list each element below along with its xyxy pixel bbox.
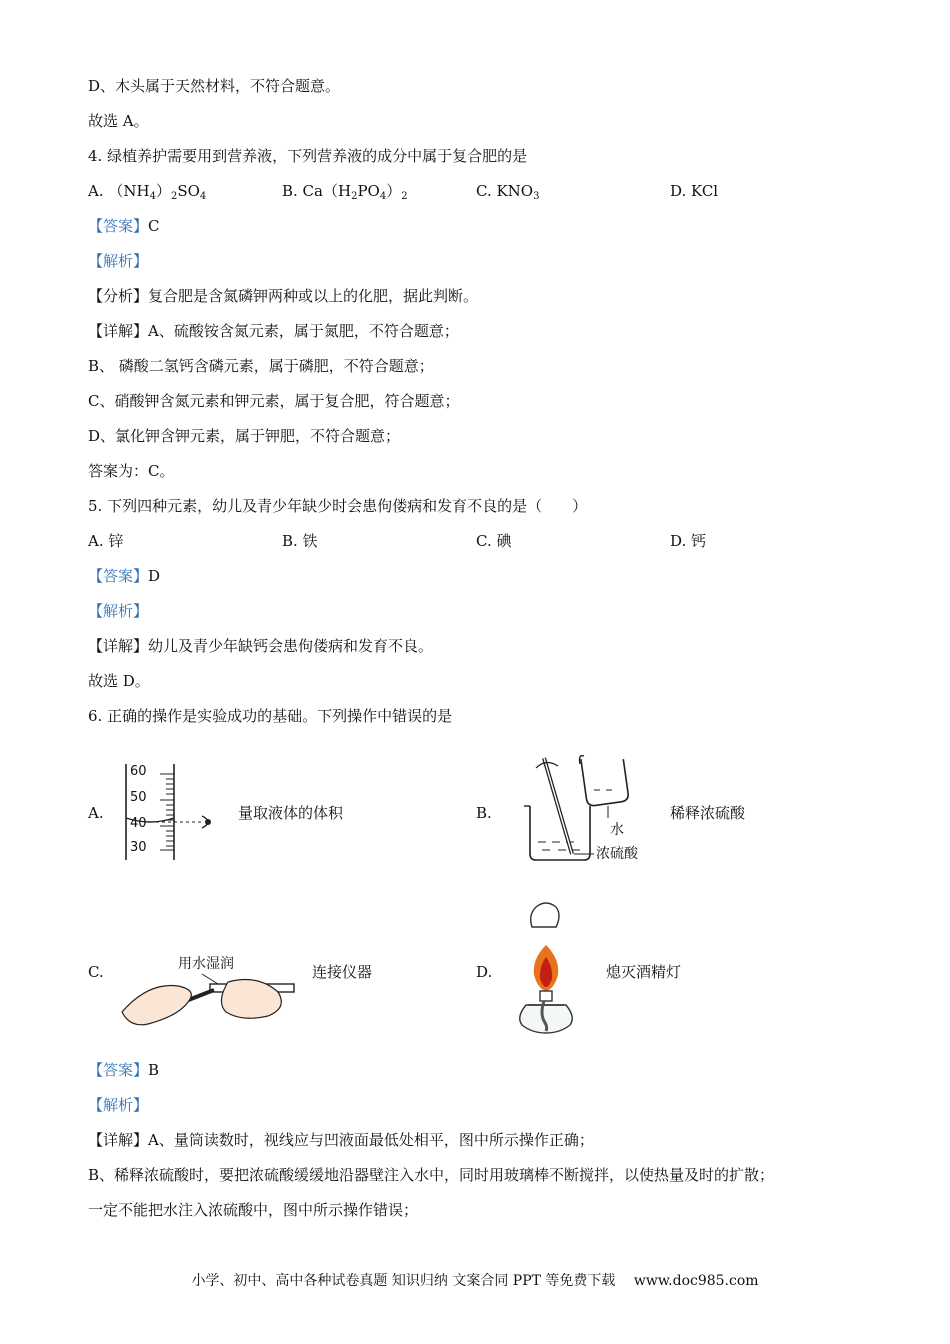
- q5-option-b: B. 铁: [282, 532, 318, 550]
- q6-answer: 【答案】B: [88, 1061, 160, 1079]
- tick-50-label: 50: [130, 790, 147, 805]
- q6-stem: 6. 正确的操作是实验成功的基础。下列操作中错误的是: [88, 707, 453, 725]
- q4-detail-d: D、氯化钾含钾元素，属于钾肥，不符合题意；: [88, 427, 401, 445]
- tick-30-label: 30: [130, 840, 147, 855]
- q6-analysis-tag: 【解析】: [88, 1096, 149, 1114]
- q4-stem: 4. 绿植养护需要用到营养液，下列营养液的成分中属于复合肥的是: [88, 147, 528, 165]
- q4-final: 答案为：C。: [88, 462, 175, 480]
- q4-detail-a: 【详解】A、硫酸铵含氮元素，属于氮肥，不符合题意；: [88, 322, 459, 340]
- q4-detail-b: B、 磷酸二氢钙含磷元素，属于磷肥，不符合题意；: [88, 357, 434, 375]
- q4-analysis-tag: 【解析】: [88, 252, 149, 270]
- line-choose-a: 故选 A。: [88, 112, 149, 130]
- q5-option-c: C. 碘: [476, 532, 512, 550]
- q4-answer: 【答案】C: [88, 217, 160, 235]
- q4-detail-c: C、硝酸钾含氮元素和钾元素，属于复合肥，符合题意；: [88, 392, 460, 410]
- q6-option-b-letter: B.: [476, 804, 492, 822]
- q6-option-a-letter: A.: [88, 804, 104, 822]
- q5-answer: 【答案】D: [88, 567, 161, 585]
- q5-choose: 故选 D。: [88, 672, 150, 690]
- page-footer: 小学、初中、高中各种试卷真题 知识归纳 文案合同 PPT 等免费下载 www.doc985.com: [191, 1273, 759, 1289]
- acid-label: 浓硫酸: [596, 846, 638, 862]
- q6-option-d-caption: 熄灭酒精灯: [606, 963, 682, 981]
- water-label: 水: [610, 822, 624, 838]
- q6-detail-b2: 一定不能把水注入浓硫酸中，图中所示操作错误；: [88, 1201, 419, 1219]
- q4-option-b: B. $Ca(H_2PO_4)_2$: [282, 182, 408, 202]
- q6-option-a-caption: 量取液体的体积: [238, 804, 344, 822]
- q6-option-c-caption: 连接仪器: [312, 963, 373, 981]
- dilution-figure: [508, 750, 668, 870]
- q5-option-d: D. 钙: [670, 532, 707, 550]
- q5-analysis-tag: 【解析】: [88, 602, 149, 620]
- tick-60-label: 60: [130, 764, 147, 779]
- q5-detail: 【详解】幼儿及青少年缺钙会患佝偻病和发育不良。: [88, 637, 434, 655]
- q4-option-d: D. KCl: [670, 182, 719, 200]
- q4-option-c: C. $KNO_3$: [476, 182, 540, 202]
- q4-option-a: A. $(NH_4)_2SO_4$: [88, 182, 207, 202]
- q4-fenxi: 【分析】复合肥是含氮磷钾两种或以上的化肥，据此判断。: [88, 287, 479, 305]
- line-d-wood: D、木头属于天然材料，不符合题意。: [88, 77, 341, 95]
- wet-label: 用水湿润: [178, 956, 234, 972]
- q6-option-b-caption: 稀释浓硫酸: [670, 804, 746, 822]
- q6-option-c-letter: C.: [88, 963, 104, 981]
- alcohol-lamp-figure: [506, 895, 586, 1037]
- connecting-hands-figure: [118, 972, 308, 1032]
- q5-option-a: A. 锌: [88, 532, 124, 550]
- q5-stem: 5. 下列四种元素，幼儿及青少年缺少时会患佝偻病和发育不良的是（ ）: [88, 497, 588, 515]
- tick-40-label: 40: [130, 816, 147, 831]
- q6-detail-b1: B、稀释浓硫酸时，要把浓硫酸缓缓地沿器壁注入水中，同时用玻璃棒不断搅拌，以使热量及时的扩散；: [88, 1166, 775, 1184]
- q6-option-d-letter: D.: [476, 963, 493, 981]
- q6-detail-a: 【详解】A、量筒读数时，视线应与凹液面最低处相平，图中所示操作正确；: [88, 1131, 594, 1149]
